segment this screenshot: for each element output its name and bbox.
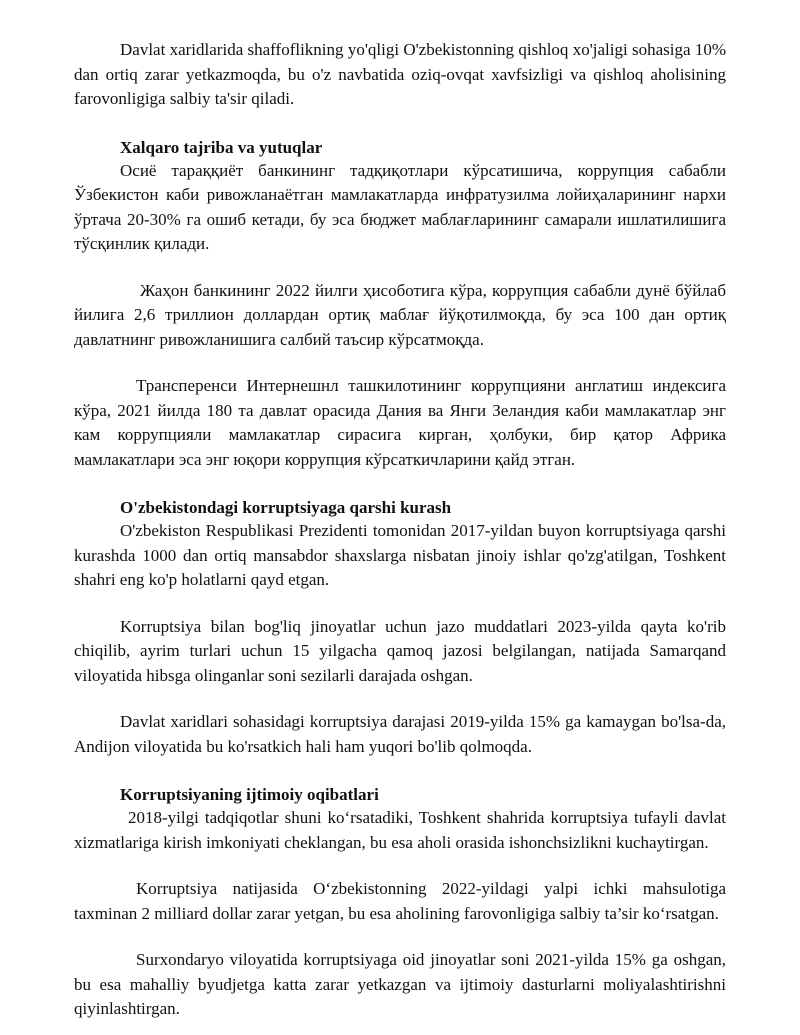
section-heading-uzbekistan: O'zbekistondagi korruptsiyaga qarshi kurash <box>120 498 452 517</box>
paragraph-transparency: Трансперенси Интернешнл ташкилотининг коррупцияни англатиш индексига кўра, 2021 йилда 180 та давлат орасида Дания ва Янги Зеландия каби мамлакатлар энг кам коррупцияли мамлакатлар сирасига кирган, ҳолбуки, бир қатор Африка мамлакатлари эса энг юқори коррупция кўрсаткичларини қайд этган. <box>74 376 726 469</box>
paragraph-world-bank: Жаҳон банкининг 2022 йилги ҳисоботига кўра, коррупция сабабли дунё бўйлаб йилига 2,6 триллион доллардан ортиқ маблағ йўқотилмоқда, бу эса 100 дан ортиқ давлатнинг ривожланишига салбий таъсир кўрсатмоқда. <box>74 280 726 349</box>
paragraph-penalties: Korruptsiya bilan bog'liq jinoyatlar uchun jazo muddatlari 2023-yilda qayta ko'rib chiqilib, ayrim turlari uchun 15 yilgacha qamoq jazosi belgilangan, natijada Samarqand viloyatida hibsga olinganlar soni sezilarli darajada oshgan. <box>74 616 726 685</box>
paragraph-president: O'zbekiston Respublikasi Prezidenti tomonidan 2017-yildan buyon korruptsiyaga qarshi kurashda 1000 dan ortiq mansabdor shaxslarga nisbatan jinoiy ishlar qo'zg'atilgan, Toshkent shahri eng ko'p holatlarni qayd etgan. <box>74 521 726 589</box>
paragraph-tashkent-study: 2018-yilgi tadqiqotlar shuni ko‘rsatadiki, Toshkent shahrida korruptsiya tufayli davlat xizmatlariga kirish imkoniyati cheklangan, bu esa aholi orasida ishonchsizlikni kuchaytirgan. <box>74 808 726 852</box>
document-page <box>74 38 726 1022</box>
paragraph-gdp-loss: Korruptsiya natijasida O‘zbekistonning 2022-yildagi yalpi ichki mahsulotiga taxminan 2 milliard dollar zarar yetgan, bu esa aholining farovonligiga salbiy ta’sir ko‘rsatgan. <box>74 879 726 923</box>
paragraph-procurement: Davlat xaridlari sohasidagi korruptsiya darajasi 2019-yilda 15% ga kamaygan bo'lsa-da, Andijon viloyatida bu ko'rsatkich hali ham yuqori bo'lib qolmoqda. <box>74 712 726 756</box>
intro-paragraph: Davlat xaridlarida shaffoflikning yo'qligi O'zbekistonning qishloq xo'jaligi sohasiga 10% dan ortiq zarar yetkazmoqda, bu o'z navbatida oziq-ovqat xavfsizligi va qishloq aholisining farovonligiga salbiy ta'sir qiladi. <box>74 40 726 108</box>
section-heading-social: Korruptsiyaning ijtimoiy oqibatlari <box>120 785 379 804</box>
paragraph-surxondaryo: Surxondaryo viloyatida korruptsiyaga oid jinoyatlar soni 2021-yilda 15% ga oshgan, bu esa mahalliy byudjetga katta zarar yetkazgan va ijtimoiy dasturlarni moliyalashtirishni qiyinlashtirgan. <box>74 950 726 1018</box>
paragraph-adb-research: Осиё тараққиёт банкининг тадқиқотлари кўрсатишича, коррупция сабабли Ўзбекистон каби ривожланаётган мамлакатларда инфратузилма лойиҳаларининг нархи ўртача 20-30% га ошиб кетади, бу эса бюджет маблағларининг самарали ишлатилишига тўсқинлик қилади. <box>74 160 726 253</box>
section-heading-international: Xalqaro tajriba va yutuqlar <box>120 137 323 157</box>
